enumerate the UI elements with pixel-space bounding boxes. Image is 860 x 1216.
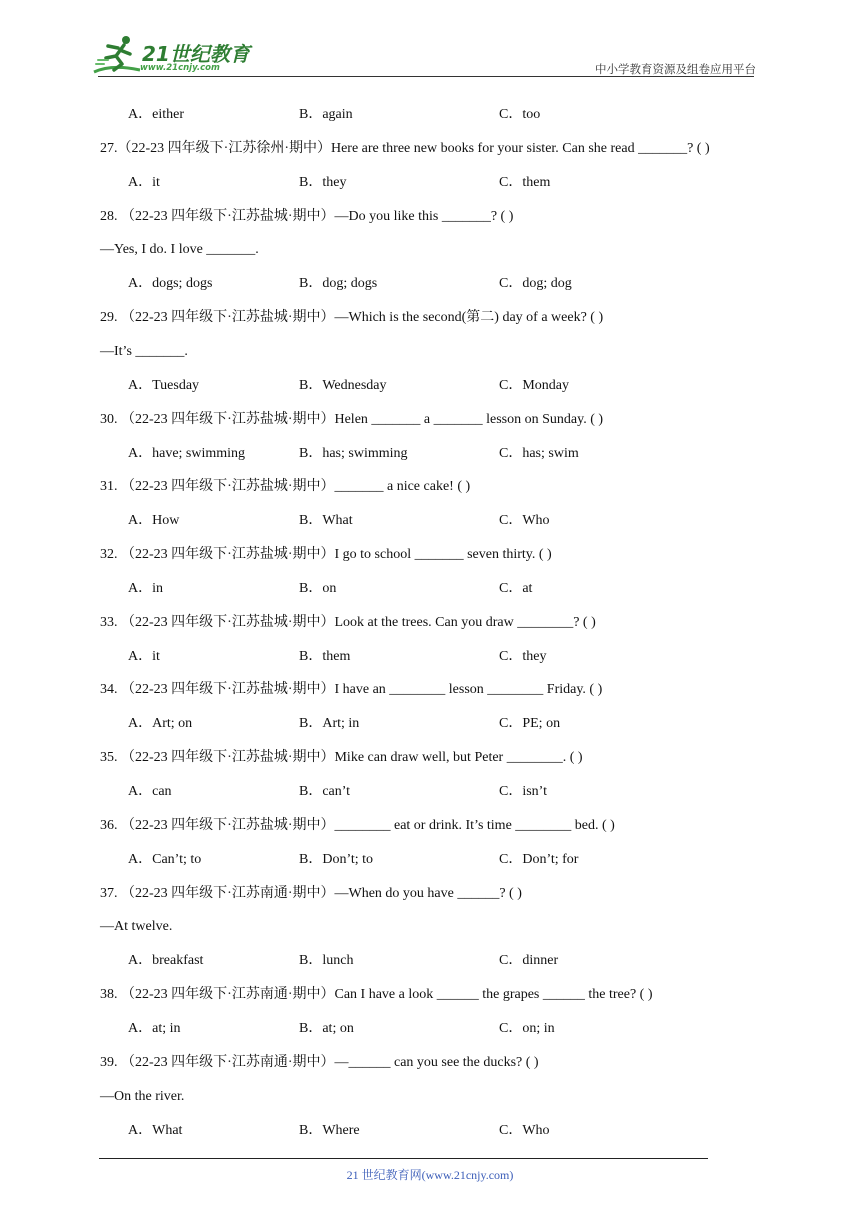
dialogue-line: —Yes, I do. I love _______. bbox=[100, 242, 259, 258]
platform-title: 中小学教育资源及组卷应用平台 bbox=[595, 62, 756, 76]
question-text: 30. （22-23 四年级下·江苏盐城·期中）Helen _______ a _______ lesson on Sunday. ( ) bbox=[100, 411, 604, 427]
option-b: B．again bbox=[299, 107, 353, 122]
option-c: C．dog; dog bbox=[499, 276, 572, 292]
option-a: A．What bbox=[128, 1122, 183, 1138]
option-c: C．PE; on bbox=[499, 716, 561, 732]
option-c: C．Who bbox=[499, 513, 550, 529]
footer-divider bbox=[99, 1158, 708, 1159]
question-text: 31. （22-23 四年级下·江苏盐城·期中）_______ a nice cake! ( ) bbox=[100, 479, 471, 495]
option-a: A．Tuesday bbox=[128, 377, 200, 393]
option-b: B．has; swimming bbox=[299, 445, 408, 461]
question-text: 32. （22-23 四年级下·江苏盐城·期中）I go to school _______ seven thirty. ( ) bbox=[100, 547, 552, 563]
dialogue-line: —On the river. bbox=[100, 1088, 185, 1104]
logo-text: 21世纪教育 bbox=[142, 42, 250, 66]
dialogue-line: —At twelve. bbox=[100, 919, 173, 935]
option-c: C．at bbox=[499, 580, 533, 596]
question-text: 37. （22-23 四年级下·江苏南通·期中）—When do you have ______? ( ) bbox=[100, 885, 522, 901]
question-text: 29. （22-23 四年级下·江苏盐城·期中）—Which is the second(第二) day of a week? ( ) bbox=[100, 310, 604, 326]
header-divider bbox=[98, 76, 754, 77]
option-a: A．dogs; dogs bbox=[128, 276, 213, 292]
option-a: A．have; swimming bbox=[128, 445, 246, 461]
option-c: C．they bbox=[499, 648, 547, 664]
option-a: A．can bbox=[128, 784, 172, 799]
option-c: C．dinner bbox=[499, 953, 559, 969]
option-b: B．What bbox=[299, 513, 353, 529]
question-text: 39. （22-23 四年级下·江苏南通·期中）—______ can you see the ducks? ( ) bbox=[100, 1054, 539, 1070]
question-text: 38. （22-23 四年级下·江苏南通·期中）Can I have a look ______ the grapes ______ the tree? ( ) bbox=[100, 987, 653, 1003]
question-text: 35. （22-23 四年级下·江苏盐城·期中）Mike can draw well, but Peter ________. ( ) bbox=[100, 750, 583, 766]
question-text: 28. （22-23 四年级下·江苏盐城·期中）—Do you like this _______? ( ) bbox=[100, 208, 514, 224]
option-c: C．on; in bbox=[499, 1020, 555, 1036]
option-c: C．isn’t bbox=[499, 784, 547, 799]
option-a: A．either bbox=[128, 107, 184, 122]
option-b: B．at; on bbox=[299, 1020, 354, 1036]
option-b: B．they bbox=[299, 174, 347, 190]
question-text: 34. （22-23 四年级下·江苏盐城·期中）I have an ________ lesson ________ Friday. ( ) bbox=[100, 682, 603, 698]
footer-text: 21 世纪教育网(www.21cnjy.com) bbox=[346, 1168, 514, 1182]
question-text: 33. （22-23 四年级下·江苏盐城·期中）Look at the trees. Can you draw ________? ( ) bbox=[100, 614, 596, 630]
option-b: B．Wednesday bbox=[299, 377, 387, 393]
option-c: C．Monday bbox=[499, 377, 569, 393]
option-b: B．Where bbox=[299, 1122, 360, 1138]
dialogue-line: —It’s _______. bbox=[100, 343, 188, 359]
option-a: A．Can’t; to bbox=[128, 851, 202, 867]
option-b: B．dog; dogs bbox=[299, 276, 378, 292]
option-c: C．too bbox=[499, 107, 541, 122]
option-c: C．has; swim bbox=[499, 445, 579, 461]
option-b: B．on bbox=[299, 580, 337, 596]
option-c: C．Don’t; for bbox=[499, 851, 579, 867]
option-a: A．it bbox=[128, 174, 160, 190]
option-a: A．in bbox=[128, 580, 163, 596]
question-text: 36. （22-23 四年级下·江苏盐城·期中）________ eat or drink. It’s time ________ bed. ( ) bbox=[100, 817, 615, 833]
logo bbox=[92, 34, 262, 78]
option-c: C．Who bbox=[499, 1122, 550, 1138]
option-b: B．lunch bbox=[299, 953, 354, 969]
option-b: B．Don’t; to bbox=[299, 851, 374, 867]
option-a: A．breakfast bbox=[128, 953, 204, 969]
option-b: B．Art; in bbox=[299, 716, 360, 732]
logo-url: www.21cnjy.com bbox=[140, 63, 220, 73]
option-a: A．at; in bbox=[128, 1020, 181, 1036]
option-c: C．them bbox=[499, 174, 551, 190]
option-b: B．can’t bbox=[299, 784, 351, 799]
option-b: B．them bbox=[299, 648, 351, 664]
page-header bbox=[0, 0, 860, 80]
option-a: A．How bbox=[128, 513, 180, 529]
question-text: 27.（22-23 四年级下·江苏徐州·期中）Here are three new books for your sister. Can she read _______? ( ) bbox=[100, 140, 710, 156]
option-a: A．Art; on bbox=[128, 716, 193, 732]
option-a: A．it bbox=[128, 648, 160, 664]
runner-logo-icon bbox=[92, 34, 144, 78]
